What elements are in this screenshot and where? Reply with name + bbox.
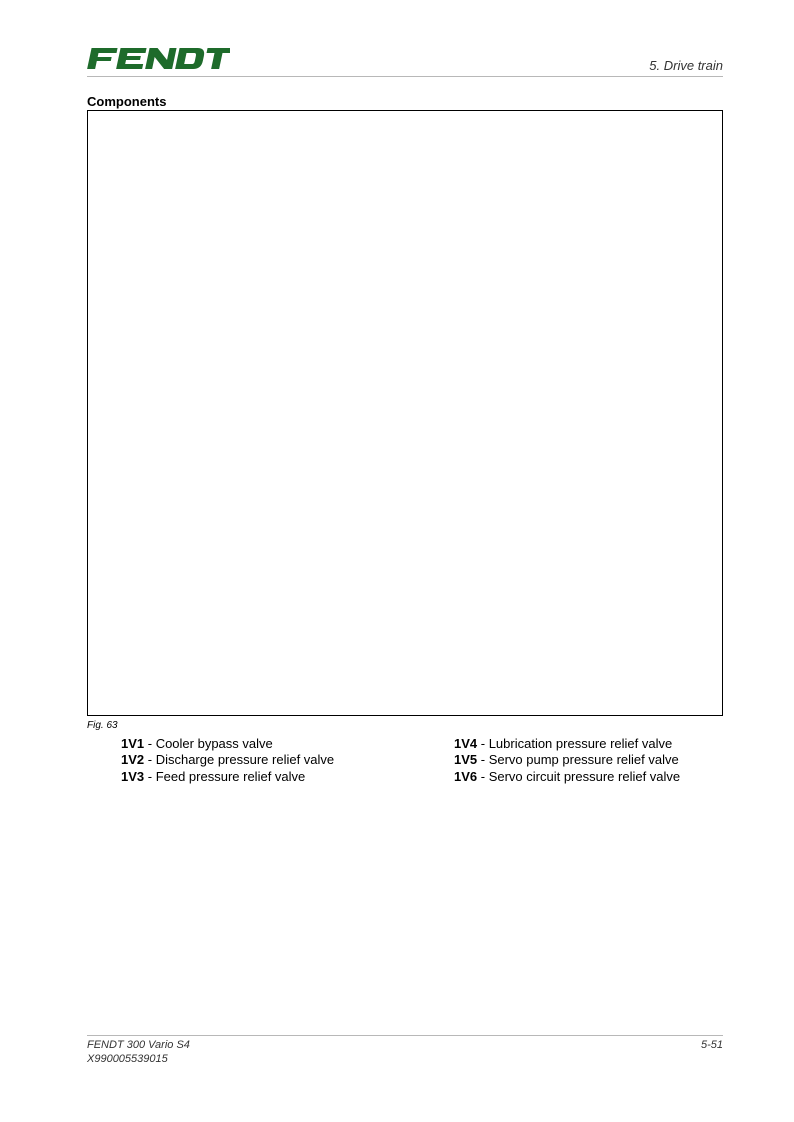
legend-item: [454, 769, 724, 785]
footer-model: FENDT 300 Vario S4: [87, 1039, 190, 1051]
legend-code: 1V4: [454, 736, 478, 751]
legend-text: - Cooler bypass valve: [144, 736, 273, 751]
legend-code: 1V5: [454, 752, 478, 768]
section-title: 5. Drive train: [649, 58, 723, 73]
legend-code: 1V3: [121, 768, 145, 784]
footer-divider: [87, 1035, 723, 1036]
fendt-logo-graphic: [87, 46, 230, 71]
legend-item: [121, 752, 381, 768]
legend-item: [121, 736, 381, 752]
page-heading: Components: [87, 94, 167, 109]
figure-caption: Fig. 63: [87, 720, 118, 731]
legend-text: - Feed pressure relief valve: [144, 768, 306, 784]
footer-page-number: 5-51: [700, 1039, 723, 1051]
legend-code: 1V1: [121, 736, 145, 751]
legend-code: 1V2: [121, 752, 145, 768]
legend-text: - Servo pump pressure relief valve: [477, 752, 679, 768]
header-divider: [87, 76, 723, 77]
legend-code: 1V6: [454, 768, 478, 784]
footer-doc-number: X990005539015: [87, 1053, 168, 1065]
fendt-logo: [87, 46, 230, 71]
legend-text: - Servo circuit pressure relief valve: [477, 768, 681, 784]
legend-right: [454, 736, 724, 785]
figure-frame: [87, 110, 723, 716]
legend-left: [121, 736, 381, 785]
legend-item: [454, 736, 724, 752]
legend-item: [121, 769, 381, 785]
legend-text: - Lubrication pressure relief valve: [477, 736, 673, 751]
legend-item: [454, 752, 724, 768]
legend-text: - Discharge pressure relief valve: [144, 752, 335, 768]
